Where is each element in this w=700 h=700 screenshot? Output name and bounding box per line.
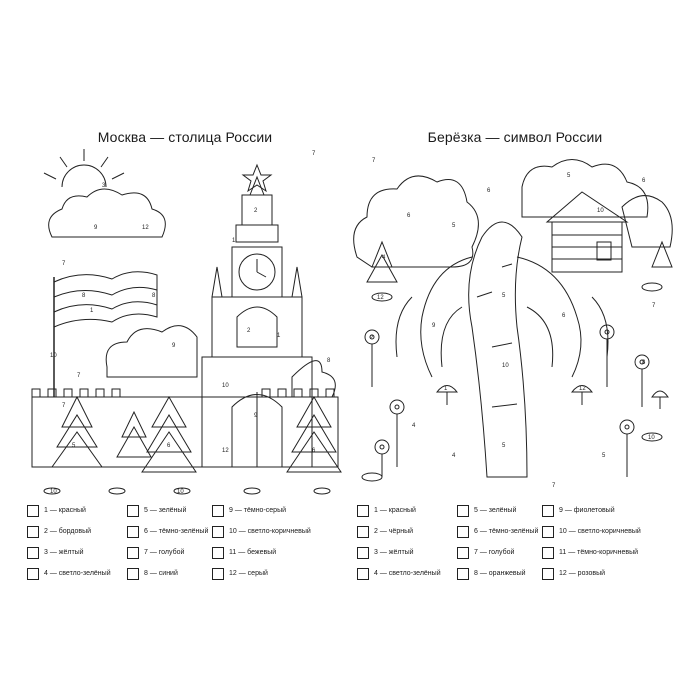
- legend-checkbox[interactable]: [212, 547, 224, 559]
- right-color-legend: [352, 500, 678, 584]
- legend-item: 11 — бежевый: [212, 547, 337, 559]
- number-label: 6: [487, 188, 491, 194]
- legend-item: 9 — фиолетовый: [542, 505, 667, 517]
- number-label: 1: [90, 308, 94, 314]
- legend-checkbox[interactable]: [457, 568, 469, 580]
- legend-checkbox[interactable]: [212, 505, 224, 517]
- number-label: 4: [412, 423, 416, 429]
- legend-checkbox[interactable]: [127, 568, 139, 580]
- number-label: 2: [370, 335, 374, 341]
- legend-checkbox[interactable]: [212, 526, 224, 538]
- birch-drawing: [352, 147, 678, 497]
- legend-item: 4 — светло-зелёный: [22, 568, 127, 580]
- legend-item: 1 — красный: [22, 505, 127, 517]
- number-label: 10: [222, 383, 229, 389]
- number-label: 7: [77, 373, 81, 379]
- number-label: 1: [444, 386, 448, 392]
- birch-illustration: [352, 147, 678, 497]
- legend-checkbox[interactable]: [127, 505, 139, 517]
- number-label: 2: [247, 328, 251, 334]
- legend-checkbox[interactable]: [357, 547, 369, 559]
- number-label: 8: [82, 293, 86, 299]
- number-label: 10: [50, 489, 57, 495]
- number-label: 9: [254, 413, 258, 419]
- legend-item: 10 — светло-коричневый: [542, 526, 667, 538]
- number-label: 3: [102, 183, 106, 189]
- legend-checkbox[interactable]: [542, 568, 554, 580]
- legend-item: 8 — синий: [127, 568, 212, 580]
- number-label: 7: [62, 403, 66, 409]
- legend-item: 7 — голубой: [457, 547, 542, 559]
- number-label: 8: [152, 293, 156, 299]
- legend-checkbox[interactable]: [27, 526, 39, 538]
- left-page: [22, 95, 348, 600]
- number-label: 5: [452, 223, 456, 229]
- number-label: 8: [327, 358, 331, 364]
- legend-item: 2 — чёрный: [352, 526, 457, 538]
- legend-checkbox[interactable]: [27, 547, 39, 559]
- legend-checkbox[interactable]: [357, 505, 369, 517]
- number-label: 5: [602, 453, 606, 459]
- number-label: 9: [172, 343, 176, 349]
- number-label: 7: [312, 151, 316, 157]
- legend-item: 5 — зелёный: [127, 505, 212, 517]
- legend-item: 7 — голубой: [127, 547, 212, 559]
- number-label: 4: [382, 255, 386, 261]
- number-label: 6: [642, 178, 646, 184]
- legend-item: 3 — жёлтый: [22, 547, 127, 559]
- number-label: 8: [642, 360, 646, 366]
- number-label: 7: [552, 483, 556, 489]
- right-page-title: Берёзка — символ России: [427, 129, 603, 145]
- number-label: 6: [562, 313, 566, 319]
- legend-checkbox[interactable]: [457, 526, 469, 538]
- legend-checkbox[interactable]: [357, 568, 369, 580]
- left-color-legend: [22, 500, 348, 584]
- number-label: 1: [232, 238, 236, 244]
- number-label: 9: [432, 323, 436, 329]
- legend-checkbox[interactable]: [542, 547, 554, 559]
- number-label: 5: [502, 293, 506, 299]
- legend-checkbox[interactable]: [542, 505, 554, 517]
- number-label: 2: [254, 208, 258, 214]
- legend-checkbox[interactable]: [212, 568, 224, 580]
- number-label: 12: [222, 448, 229, 454]
- legend-checkbox[interactable]: [127, 547, 139, 559]
- legend-item: 6 — тёмно-зелёный: [457, 526, 542, 538]
- legend-checkbox[interactable]: [542, 526, 554, 538]
- legend-item: 9 — тёмно-серый: [212, 505, 337, 517]
- legend-item: 4 — светло-зелёный: [352, 568, 457, 580]
- legend-checkbox[interactable]: [27, 568, 39, 580]
- kremlin-drawing: [22, 147, 348, 497]
- legend-item: 3 — жёлтый: [352, 547, 457, 559]
- number-label: 5: [72, 443, 76, 449]
- legend-item: 1 — красный: [352, 505, 457, 517]
- number-label: 4: [452, 453, 456, 459]
- number-label: 7: [62, 261, 66, 267]
- number-label: 10: [177, 489, 184, 495]
- right-page: [352, 95, 678, 600]
- number-label: 7: [372, 158, 376, 164]
- number-label: 6: [167, 443, 171, 449]
- legend-checkbox[interactable]: [457, 505, 469, 517]
- left-page-title: Москва — столица России: [97, 129, 273, 145]
- number-label: 12: [579, 386, 586, 392]
- kremlin-illustration: [22, 147, 348, 497]
- number-label: 10: [502, 363, 509, 369]
- legend-item: 12 — розовый: [542, 568, 667, 580]
- number-label: 10: [50, 353, 57, 359]
- number-label: 6: [407, 213, 411, 219]
- legend-item: 5 — зелёный: [457, 505, 542, 517]
- legend-item: 6 — тёмно-зелёный: [127, 526, 212, 538]
- legend-item: 10 — светло-коричневый: [212, 526, 337, 538]
- number-label: 10: [597, 208, 604, 214]
- number-label: 12: [377, 295, 384, 301]
- number-label: 9: [94, 225, 98, 231]
- legend-item: 12 — серый: [212, 568, 337, 580]
- number-label: 6: [312, 448, 316, 454]
- number-label: 10: [648, 435, 655, 441]
- number-label: 1: [277, 333, 281, 339]
- legend-item: 11 — тёмно-коричневый: [542, 547, 667, 559]
- legend-checkbox[interactable]: [127, 526, 139, 538]
- number-label: 12: [142, 225, 149, 231]
- legend-checkbox[interactable]: [357, 526, 369, 538]
- legend-item: 8 — оранжевый: [457, 568, 542, 580]
- legend-checkbox[interactable]: [27, 505, 39, 517]
- number-label: 5: [567, 173, 571, 179]
- number-label: 7: [652, 303, 656, 309]
- number-label: 5: [502, 443, 506, 449]
- legend-checkbox[interactable]: [457, 547, 469, 559]
- legend-item: 2 — бордовый: [22, 526, 127, 538]
